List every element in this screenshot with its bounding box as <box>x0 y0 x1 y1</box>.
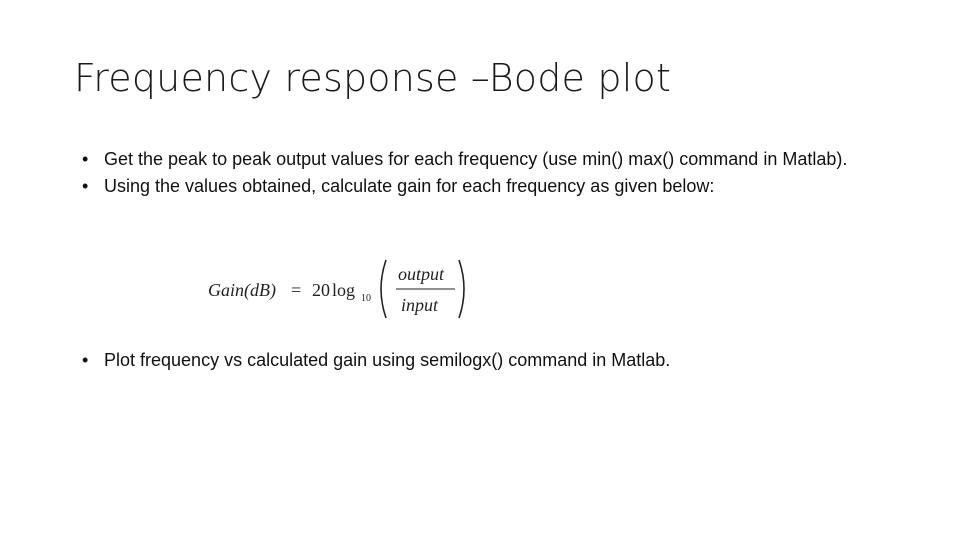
bullet-list-top <box>82 146 882 200</box>
bullet-item-plot-semilogx <box>82 347 882 374</box>
bullet-list-bottom <box>82 347 882 374</box>
left-paren-icon <box>381 260 386 318</box>
bullet-icon: • <box>82 350 89 370</box>
formula-log: log <box>332 280 356 300</box>
bullet-icon: • <box>82 176 89 196</box>
formula-denominator: input <box>401 295 439 315</box>
bullet-text: Using the values obtained, calculate gain for each frequency as given below: <box>104 176 715 196</box>
right-paren-icon <box>459 260 464 318</box>
formula-log-base: 10 <box>361 293 371 304</box>
formula-equals: = <box>291 280 302 300</box>
slide-title: Frequency response –Bode plot <box>74 56 672 100</box>
formula-coefficient: 20 <box>312 280 330 300</box>
gain-formula-image <box>208 256 470 322</box>
bullet-icon: • <box>82 149 89 169</box>
bullet-item-peak-to-peak <box>82 146 882 173</box>
formula-numerator: output <box>398 264 445 284</box>
formula-lhs: Gain(dB) <box>208 280 276 300</box>
bullet-text: Get the peak to peak output values for each frequency (use min() max() command in Matlab). <box>104 149 848 169</box>
gain-formula <box>208 256 470 322</box>
bullet-text: Plot frequency vs calculated gain using semilogx() command in Matlab. <box>104 350 671 370</box>
bullet-item-calculate-gain <box>82 173 882 200</box>
